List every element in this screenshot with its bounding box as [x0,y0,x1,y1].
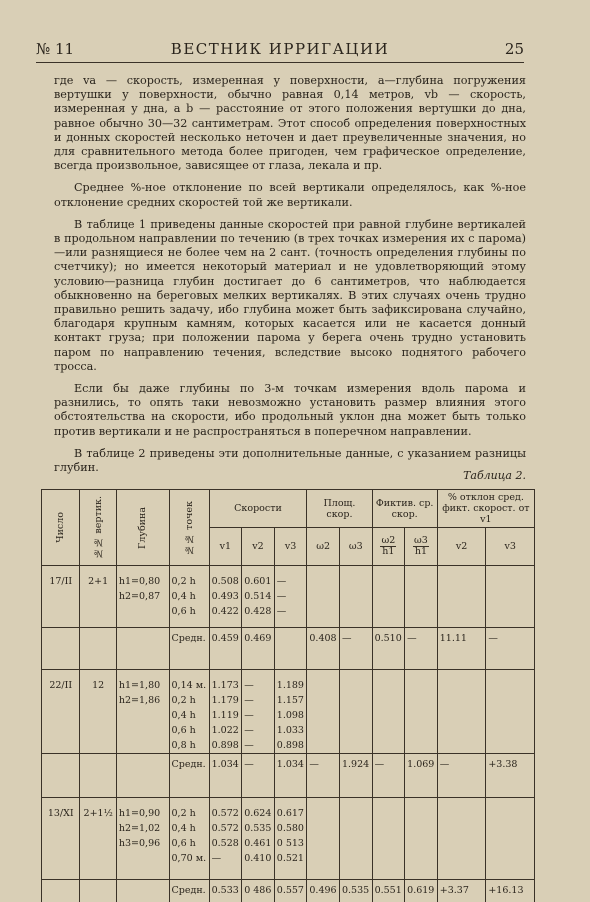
col-header-v3: v3 [274,528,307,566]
table-cell-v2: 0.624 0.535 0.461 0.410 [242,798,275,880]
table-cell-v2: 0.601 0.514 0.428 [242,566,275,628]
table-cell-f2: — [405,628,438,670]
table-cell-d3 [486,798,535,880]
col-header-date: Число [42,490,80,566]
table-cell-points: 0,2 h 0,4 h 0,6 h [169,566,209,628]
col-header-fict2 [405,528,438,566]
table-cell-depth [116,628,169,670]
table-row [42,566,535,628]
table-cell-date [42,628,80,670]
table-cell-v2: 0 486 [242,880,275,902]
table-cell-v1: 0.508 0.493 0.422 [209,566,242,628]
table-cell-f1: 0.510 [372,628,405,670]
table-row [42,628,535,670]
table-cell-vert: 2+1 [80,566,116,628]
table-cell-v1: 0.572 0.572 0.528 — [209,798,242,880]
table-cell-v1: 0.459 [209,628,242,670]
page-number: 25 [504,40,524,58]
table-cell-w3: 0.535 [339,880,372,902]
table-cell-d3: — [486,628,535,670]
frac-denominator: h1 [382,546,395,557]
table-cell-d3 [486,566,535,628]
table-cell-date: 13/XI [42,798,80,880]
col-header-v2: v2 [242,528,275,566]
table-cell-depth [116,880,169,902]
table-cell-points: Средн. [169,880,209,902]
table-cell-d2: 11.11 [437,628,486,670]
table-cell-date: 22/II [42,670,80,754]
table-cell-v1: 0.533 [209,880,242,902]
table-cell-v3: 1.034 [274,754,307,798]
issue-number: № 11 [36,40,75,58]
table-cell-date [42,880,80,902]
table-cell-w2 [307,566,340,628]
frac-numerator: ω3 [414,535,428,546]
table-cell-points: Средн. [169,628,209,670]
table-cell-f2 [405,798,438,880]
col-header-w3: ω3 [339,528,372,566]
data-table [41,489,535,902]
table-cell-d2 [437,670,486,754]
col-header-points: №№ точек [169,490,209,566]
table-cell-w3: 1.924 [339,754,372,798]
table-cell-vert [80,628,116,670]
table-cell-w3: — [339,628,372,670]
table-cell-w3 [339,798,372,880]
table-cell-f2 [405,566,438,628]
table-cell-d3: +3.38 [486,754,535,798]
table-cell-w2 [307,670,340,754]
table-cell-points: 0,14 м. 0,2 h 0,4 h 0,6 h 0,8 h [169,670,209,754]
table-cell-vert: 12 [80,670,116,754]
table-cell-vert: 2+1½ [80,798,116,880]
table-cell-f2: 0.619 [405,880,438,902]
col-header-vertical: №№ вертик. [80,490,116,566]
table-cell-d3 [486,670,535,754]
table-cell-f1: 0.551 [372,880,405,902]
table-cell-d2: +3.37 [437,880,486,902]
table-cell-date [42,754,80,798]
table-cell-depth: h1=0,90 h2=1,02 h3=0,96 [116,798,169,880]
table-caption: Таблица 2. [463,469,526,482]
table-cell-d2 [437,566,486,628]
col-header-fictive: Фиктив. ср. скор. [372,490,437,528]
col-header-w2: ω2 [307,528,340,566]
table-cell-v3: — — — [274,566,307,628]
col-header-depth: Глубина [116,490,169,566]
col-header-fict1 [372,528,405,566]
table-cell-vert [80,880,116,902]
table-cell-points: Средн. [169,754,209,798]
body-text [54,74,526,483]
table-cell-points: 0,2 h 0,4 h 0,6 h 0,70 м. [169,798,209,880]
table-cell-w2: 0.408 [307,628,340,670]
paragraph: Среднее %-ное отклонение по всей вертикали определялось, как %-ное отклонение средних скоростей той же вертикали. [54,181,526,209]
table-row [42,670,535,754]
table-cell-w2 [307,798,340,880]
col-header-dev-v3: v3 [486,528,535,566]
table-cell-v1: 1.173 1.179 1.119 1.022 0.898 [209,670,242,754]
table-cell-vert [80,754,116,798]
table-row [42,798,535,880]
table-cell-d2 [437,798,486,880]
table-cell-d2: — [437,754,486,798]
table-cell-v2: 0.469 [242,628,275,670]
table-cell-f1 [372,566,405,628]
table-cell-w3 [339,670,372,754]
frac-denominator: h1 [414,546,428,557]
table-cell-w2: 0.496 [307,880,340,902]
table-cell-v3: 0.557 [274,880,307,902]
journal-title: ВЕСТНИК ИРРИГАЦИИ [170,40,390,58]
table-cell-v3: 1.189 1.157 1.098 1.033 0.898 [274,670,307,754]
paragraph: В таблице 2 приведены эти дополнительные данные, с указанием разницы глубин. [54,446,526,475]
table-cell-depth [116,754,169,798]
table-cell-f1 [372,798,405,880]
frac-numerator: ω2 [381,535,396,546]
table-cell-f1: — [372,754,405,798]
table-row [42,754,535,798]
table-cell-d3: +16.13 [486,880,535,902]
table-cell-f2 [405,670,438,754]
table-cell-depth: h1=1,80 h2=1,86 [116,670,169,754]
col-header-area: Площ. скор. [307,490,372,528]
paragraph: В таблице 1 приведены данные скоростей при равной глубине вертикалей в продольном направлении по течению (в трех точках измерения их с парома)—или разнящиеся не более чем на 2 сант. (точность определения глубины по счетчику); но имеется некоторый материал и не удовлетворяющий этому условию—разница глубин достигает до 6 сантиметров, что наблюдается обыкновенно на береговых мелких вертикалях. В этих случаях очень трудно правильно решить задачу, ибо глубина может быть зафиксирована случайно, благодаря крупным камням, которых касается или не касается донный контакт груза; при положении парома у берега очень трудно установить паром по направлению течения, вследствие высоко поднятого рабочего тросса. [54,217,526,373]
table-cell-v1: 1.034 [209,754,242,798]
header-rule [36,62,524,63]
table-cell-f1 [372,670,405,754]
table-cell-w2: — [307,754,340,798]
table-cell-v3: 0.617 0.580 0 513 0.521 [274,798,307,880]
table-cell-w3 [339,566,372,628]
paragraph: где va — скорость, измеренная у поверхности, a—глубина погружения вертушки у поверхности, обычно равная 0,14 метров, vb — скорость, измеренная у дна, а b — расстояние от этого положения вертушки до дна, равное обычно 30—32 сантиметрам. Этот способ определения поверхностных и донных скоростей несколько неточен и дает преувеличенные значения, но для сравнительного метода более пригоден, чем графическое определение, всегда произвольное, зависящее от глаза, лекала и пр. [54,74,526,173]
paragraph: Если бы даже глубины по 3-м точкам измерения вдоль парома и разнились, то опять таки невозможно установить размер влияния этого обстоятельства на скорости, ибо продольный уклон дна может быть только против вертикали и не распространяться в поперечном направлении. [54,382,526,438]
table-cell-v2: — — — — — [242,670,275,754]
col-header-dev-v2: v2 [437,528,486,566]
table-row [42,880,535,902]
table-cell-v2: — [242,754,275,798]
col-header-v1: v1 [209,528,242,566]
running-header [36,40,524,60]
col-header-deviation: % отклон сред. фикт. скорост. от v1 [437,490,534,528]
table-cell-v3 [274,628,307,670]
col-header-speeds: Скорости [209,490,307,528]
table-cell-date: 17/II [42,566,80,628]
table-cell-depth: h1=0,80 h2=0,87 [116,566,169,628]
table-cell-f2: 1.069 [405,754,438,798]
